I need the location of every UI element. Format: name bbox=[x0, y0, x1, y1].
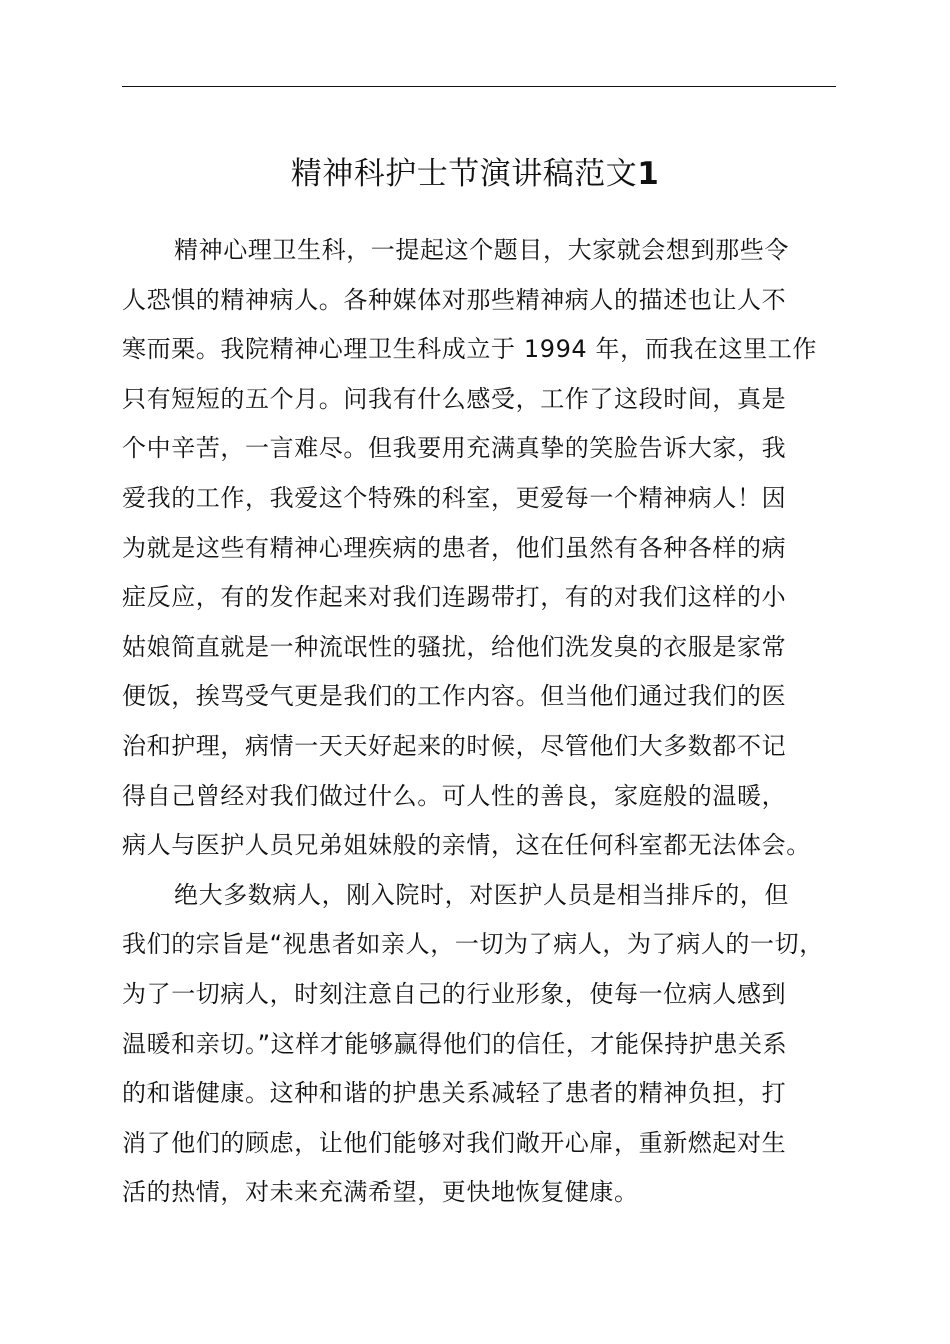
page-title bbox=[0, 150, 950, 198]
text-line: 为了一切病人，时刻注意自己的行业形象，使每一位病人感到 bbox=[122, 979, 787, 1008]
text-line: 治和护理，病情一天天好起来的时候，尽管他们大多数都不记 bbox=[122, 731, 787, 760]
text-line: 消了他们的顾虑，让他们能够对我们敞开心扉，重新燃起对生 bbox=[122, 1128, 787, 1157]
paragraph-2 bbox=[122, 871, 882, 1218]
text-line: 的和谐健康。这种和谐的护患关系减轻了患者的精神负担，打 bbox=[122, 1079, 787, 1108]
text-line: 症反应，有的发作起来对我们连踢带打，有的对我们这样的小 bbox=[122, 583, 787, 612]
paragraph-1 bbox=[122, 226, 882, 871]
text-line: 寒而栗。我院精神心理卫生科成立于 1994 年，而我在这里工作 bbox=[122, 335, 817, 364]
text-line: 姑娘简直就是一种流氓性的骚扰，给他们洗发臭的衣服是家常 bbox=[122, 632, 787, 661]
text-line: 病人与医护人员兄弟姐妹般的亲情，这在任何科室都无法体会。 bbox=[122, 831, 811, 860]
text-line: 个中辛苦，一言难尽。但我要用充满真挚的笑脸告诉大家，我 bbox=[122, 434, 787, 463]
text-line: 活的热情，对未来充满希望，更快地恢复健康。 bbox=[122, 1178, 639, 1207]
text-line: 得自己曾经对我们做过什么。可人性的善良，家庭般的温暖， bbox=[122, 781, 787, 810]
body-text bbox=[122, 226, 882, 1218]
title-text: 精神科护士节演讲稿范文 bbox=[290, 156, 638, 192]
text-line: 为就是这些有精神心理疾病的患者，他们虽然有各种各样的病 bbox=[122, 533, 787, 562]
text-line: 便饭，挨骂受气更是我们的工作内容。但当他们通过我们的医 bbox=[122, 682, 787, 711]
text-line: 我们的宗旨是“视患者如亲人，一切为了病人，为了病人的一切， bbox=[122, 930, 824, 959]
text-line: 爱我的工作，我爱这个特殊的科室，更爱每一个精神病人！因 bbox=[122, 483, 787, 512]
text-line: 温暖和亲切。”这样才能够赢得他们的信任，才能保持护患关系 bbox=[122, 1029, 788, 1058]
text-line: 只有短短的五个月。问我有什么感受，工作了这段时间，真是 bbox=[122, 384, 787, 413]
title-number: 1 bbox=[637, 156, 660, 192]
text-line: 精神心理卫生科，一提起这个题目，大家就会想到那些令 bbox=[174, 236, 789, 264]
text-line: 人恐惧的精神病人。各种媒体对那些精神病人的描述也让人不 bbox=[122, 285, 787, 314]
header-rule bbox=[122, 86, 836, 87]
text-line: 绝大多数病人，刚入院时，对医护人员是相当排斥的，但 bbox=[174, 880, 789, 909]
